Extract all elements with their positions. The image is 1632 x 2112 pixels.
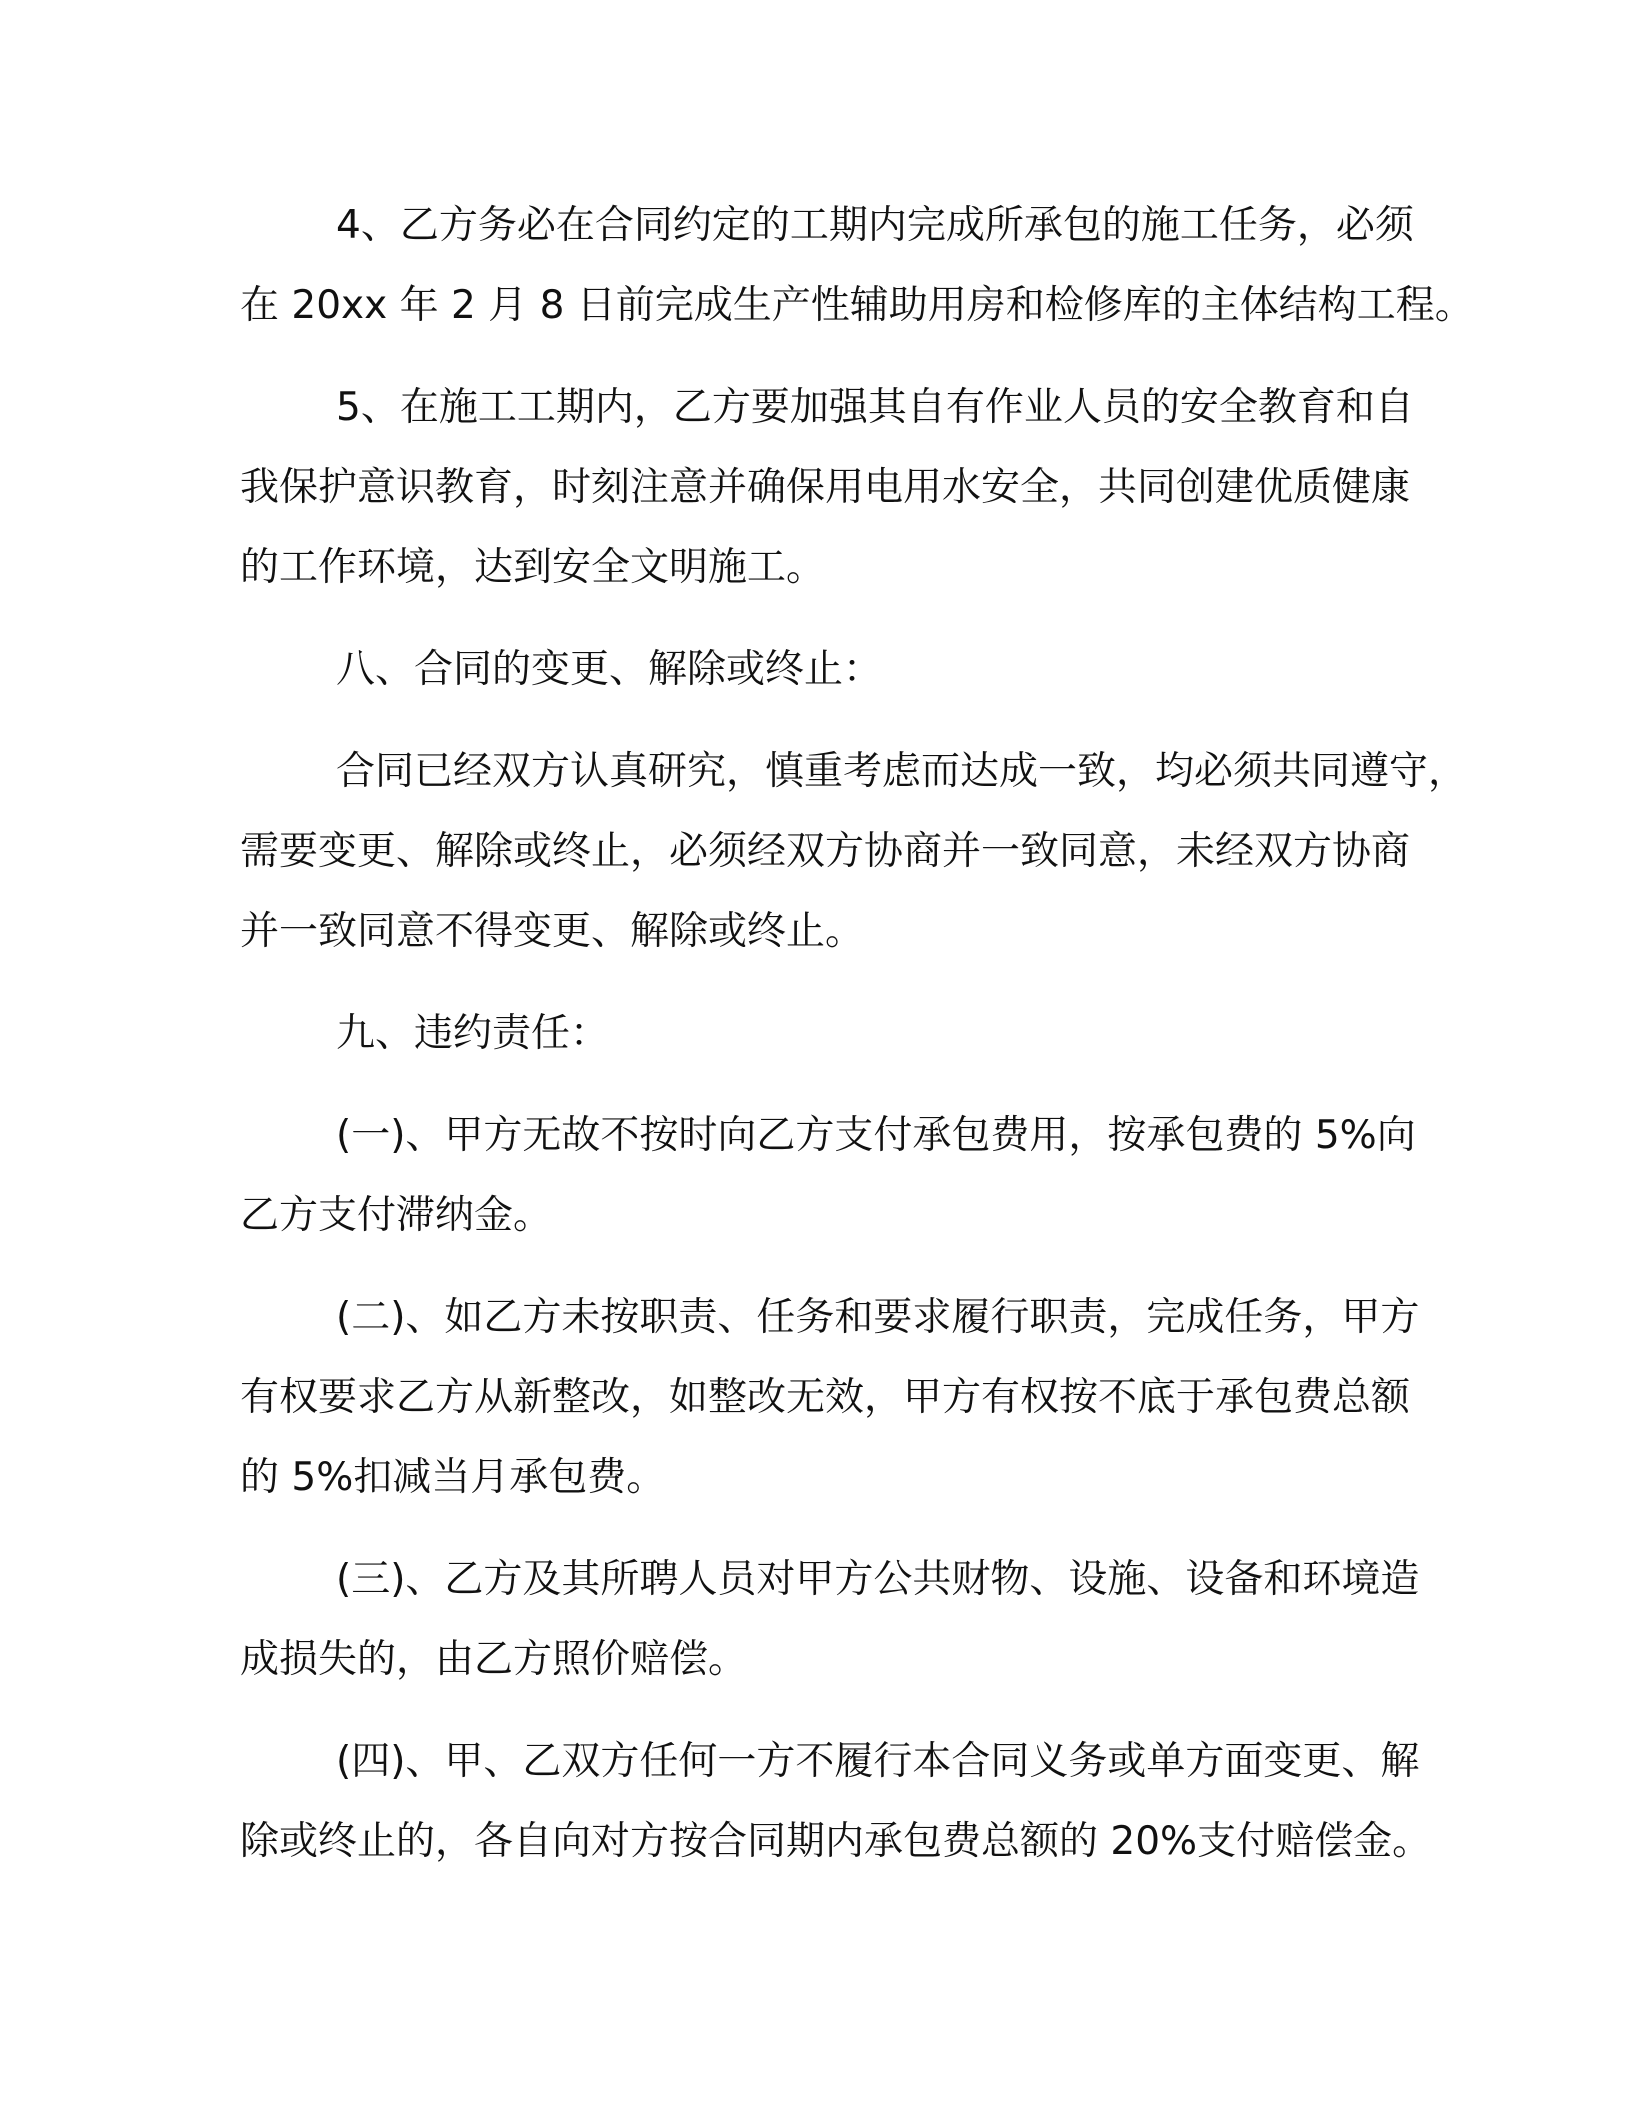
text-line: 我保护意识教育，时刻注意并确保用电用水安全，共同创建优质健康 xyxy=(240,465,1411,510)
text-line: 有权要求乙方从新整改，如整改无效，甲方有权按不底于承包费总额 xyxy=(240,1375,1411,1420)
text-line: 的 5%扣减当月承包费。 xyxy=(240,1455,666,1500)
paragraph-clause-9-1 xyxy=(240,1096,1416,1256)
paragraph-clause-9-2 xyxy=(240,1278,1420,1518)
text-line: 4、乙方务必在合同约定的工期内完成所承包的施工任务，必须 xyxy=(336,203,1414,248)
text-line: 乙方支付滞纳金。 xyxy=(240,1193,553,1238)
text-line: 的工作环境，达到安全文明施工。 xyxy=(240,545,826,590)
heading-line: 九、违约责任： xyxy=(336,1011,610,1056)
text-line: 需要变更、解除或终止，必须经双方协商并一致同意，未经双方协商 xyxy=(240,829,1411,874)
document-body xyxy=(240,186,1474,1904)
paragraph-clause-9-3 xyxy=(240,1540,1420,1700)
paragraph-section-8-body xyxy=(240,732,1468,972)
text-line: 合同已经双方认真研究，慎重考虑而达成一致，均必须共同遵守， xyxy=(336,749,1468,794)
text-line: 并一致同意不得变更、解除或终止。 xyxy=(240,909,865,954)
text-line: (一)、甲方无故不按时向乙方支付承包费用，按承包费的 5%向 xyxy=(336,1113,1416,1158)
paragraph-clause-5 xyxy=(240,368,1414,608)
text-line: 5、在施工工期内，乙方要加强其自有作业人员的安全教育和自 xyxy=(336,385,1414,430)
paragraph-clause-9-4 xyxy=(240,1722,1432,1882)
text-line: (二)、如乙方未按职责、任务和要求履行职责，完成任务，甲方 xyxy=(336,1295,1420,1340)
text-line: 除或终止的，各自向对方按合同期内承包费总额的 20%支付赔偿金。 xyxy=(240,1819,1432,1864)
heading-line: 八、合同的变更、解除或终止： xyxy=(336,647,883,692)
text-line: 在 20xx 年 2 月 8 日前完成生产性辅助用房和检修库的主体结构工程。 xyxy=(240,283,1474,328)
text-line: (三)、乙方及其所聘人员对甲方公共财物、设施、设备和环境造 xyxy=(336,1557,1420,1602)
paragraph-clause-4 xyxy=(240,186,1474,346)
text-line: 成损失的，由乙方照价赔偿。 xyxy=(240,1637,748,1682)
section-heading-9 xyxy=(240,994,1370,1074)
text-line: (四)、甲、乙双方任何一方不履行本合同义务或单方面变更、解 xyxy=(336,1739,1420,1784)
section-heading-8 xyxy=(240,630,1370,710)
